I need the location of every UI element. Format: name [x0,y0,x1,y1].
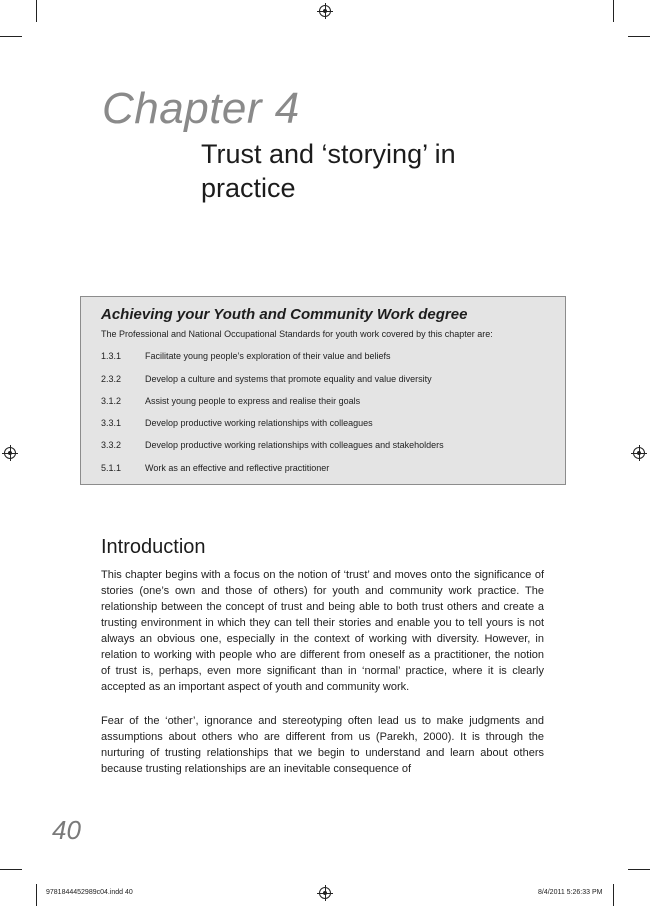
crop-mark [36,0,37,22]
standard-code: 3.1.2 [101,396,122,406]
standard-text: Develop a culture and systems that promote equality and value diversity [145,374,432,384]
crop-mark [628,869,650,870]
standard-text: Develop productive working relationships with colleagues [145,418,373,428]
standard-text: Facilitate young people’s exploration of their value and beliefs [145,351,391,361]
registration-mark-icon [319,5,331,17]
crop-mark [36,884,37,906]
slug-timestamp: 8/4/2011 5:26:33 PM [538,889,603,896]
standard-code: 3.3.2 [101,440,122,450]
standard-code: 1.3.1 [101,351,122,361]
crop-mark [613,0,614,22]
standards-box-intro: The Professional and National Occupational Standards for youth work covered by this chapter are: [101,329,493,339]
registration-mark-icon [633,447,645,459]
standard-text: Assist young people to express and realise their goals [145,396,361,406]
standard-code: 5.1.1 [101,463,122,473]
standards-box-heading: Achieving your Youth and Community Work degree [101,306,468,323]
standard-text: Develop productive working relationships with colleagues and stakeholders [145,440,444,450]
registration-mark-icon [4,447,16,459]
crop-mark [0,869,22,870]
body-paragraph: Fear of the ‘other’, ignorance and stereotyping often lead us to make judgments and assumptions about others who are different from us (Parekh, 2000). It is through the nurturing of trusting relationships that we begin to understand and learn about others because trusting relationships are an inevitable consequence of [101,715,544,775]
slug-file-name: 9781844452989c04.indd 40 [46,889,133,896]
standards-box [80,296,566,485]
chapter-title: Trust and ‘storying’ in practice [201,139,456,203]
section-heading: Introduction [101,536,206,558]
chapter-label: Chapter 4 [102,84,300,133]
body-paragraph: This chapter begins with a focus on the notion of ‘trust’ and moves onto the significance of stories (one’s own and those of others) for youth and community work practice. The relationship between the concept of trust and being able to both trust others and create a trusting environment in which they can tell their stories and enable you to tell yours is not always an obvious one, especially in the context of working with diversity. However, in relation to working with people who are different from oneself as a practitioner, the notion of trust is, perhaps, even more significant than in ‘normal’ practice, where it is clearly accepted as an important aspect of youth and community work. [101,569,544,693]
standard-code: 2.3.2 [101,374,122,384]
standard-code: 3.3.1 [101,418,122,428]
standard-text: Work as an effective and reflective practitioner [145,463,330,473]
crop-mark [0,36,22,37]
page-number: 40 [52,815,81,845]
registration-mark-icon [319,887,331,899]
crop-mark [613,884,614,906]
crop-mark [628,36,650,37]
